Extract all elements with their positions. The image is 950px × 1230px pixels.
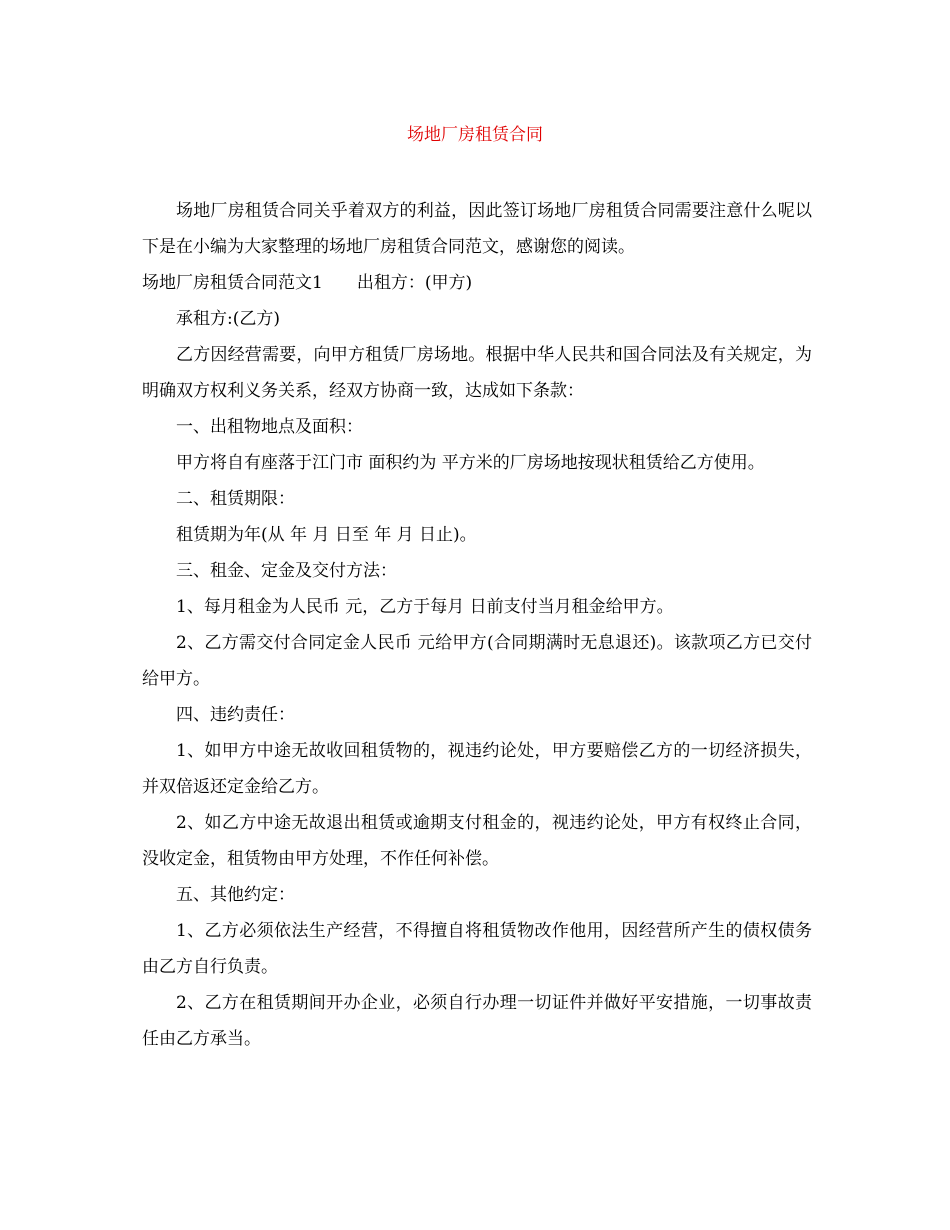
section1-title: 一、出租物地点及面积： <box>176 417 363 437</box>
preamble-paragraph: 乙方因经营需要，向甲方租赁厂房场地。根据中华人民共和国合同法及有关规定，为明确双方权利义务关系，经双方协商一致，达成如下条款： <box>142 345 812 401</box>
section4-item1: 1、如甲方中途无故收回租赁物的，视违约论处，甲方要赔偿乙方的一切经济损失，并双倍返还定金给乙方。 <box>142 741 812 797</box>
section3-item1: 1、每月租金为人民币 元，乙方于每月 日前支付当月租金给甲方。 <box>176 597 674 617</box>
sample-heading-line <box>142 265 812 301</box>
section5-title: 五、其他约定： <box>176 885 295 905</box>
intro-paragraph: 场地厂房租赁合同关乎着双方的利益，因此签订场地厂房租赁合同需要注意什么呢以下是在小编为大家整理的场地厂房租赁合同范文，感谢您的阅读。 <box>142 201 812 257</box>
sample-heading: 场地厂房租赁合同范文1 <box>142 273 323 293</box>
section3-item2: 2、乙方需交付合同定金人民币 元给甲方(合同期满时无息退还)。该款项乙方已交付给甲方。 <box>142 633 812 689</box>
lessee-label: 承租方:(乙方) <box>176 309 280 329</box>
lessor-label: 出租方：(甲方) <box>356 273 473 293</box>
section5-item2: 2、乙方在租赁期间开办企业，必须自行办理一切证件并做好平安措施，一切事故责任由乙方承当。 <box>142 993 812 1049</box>
section2-title: 二、租赁期限： <box>176 489 295 509</box>
section4-item2: 2、如乙方中途无故退出租赁或逾期支付租金的，视违约论处，甲方有权终止合同，没收定金，租赁物由甲方处理，不作任何补偿。 <box>142 813 812 869</box>
section1-text: 甲方将自有座落于江门市 面积约为 平方米的厂房场地按现状租赁给乙方使用。 <box>176 453 765 473</box>
document-title: 场地厂房租赁合同 <box>407 125 543 145</box>
document-body <box>142 193 812 1057</box>
section4-title: 四、违约责任： <box>176 705 295 725</box>
section2-text: 租赁期为年(从 年 月 日至 年 月 日止)。 <box>176 525 477 545</box>
section5-item1: 1、乙方必须依法生产经营，不得擅自将租赁物改作他用，因经营所产生的债权债务由乙方自行负责。 <box>142 921 812 977</box>
section3-title: 三、租金、定金及交付方法： <box>176 561 397 581</box>
